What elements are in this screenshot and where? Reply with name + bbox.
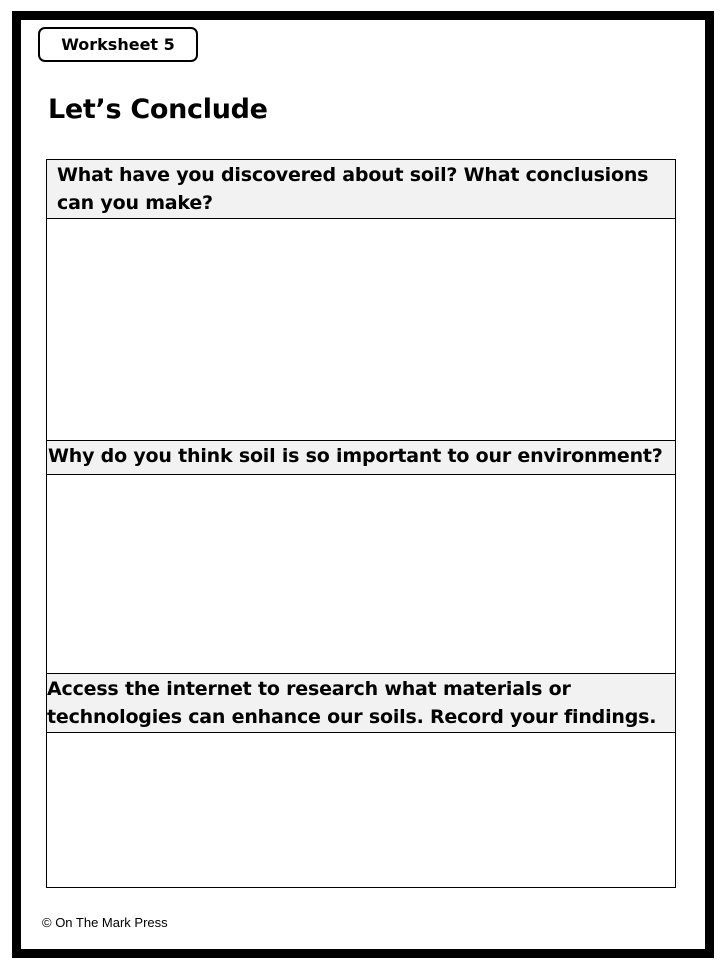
- question-table: [46, 159, 676, 888]
- question-2-answer-area[interactable]: [47, 475, 675, 673]
- worksheet-badge: Worksheet 5: [38, 27, 198, 62]
- question-1-answer-area[interactable]: [47, 219, 675, 440]
- question-3-answer-area[interactable]: [47, 733, 675, 887]
- question-2-prompt: Why do you think soil is so important to our environment?: [47, 440, 675, 475]
- page-title: Let’s Conclude: [48, 94, 268, 125]
- question-1-prompt: What have you discovered about soil? What conclusions can you make?: [47, 160, 675, 219]
- copyright-footer: © On The Mark Press: [42, 915, 168, 930]
- question-3-prompt: Access the internet to research what materials or technologies can enhance our soils. Record your findings.: [47, 673, 675, 733]
